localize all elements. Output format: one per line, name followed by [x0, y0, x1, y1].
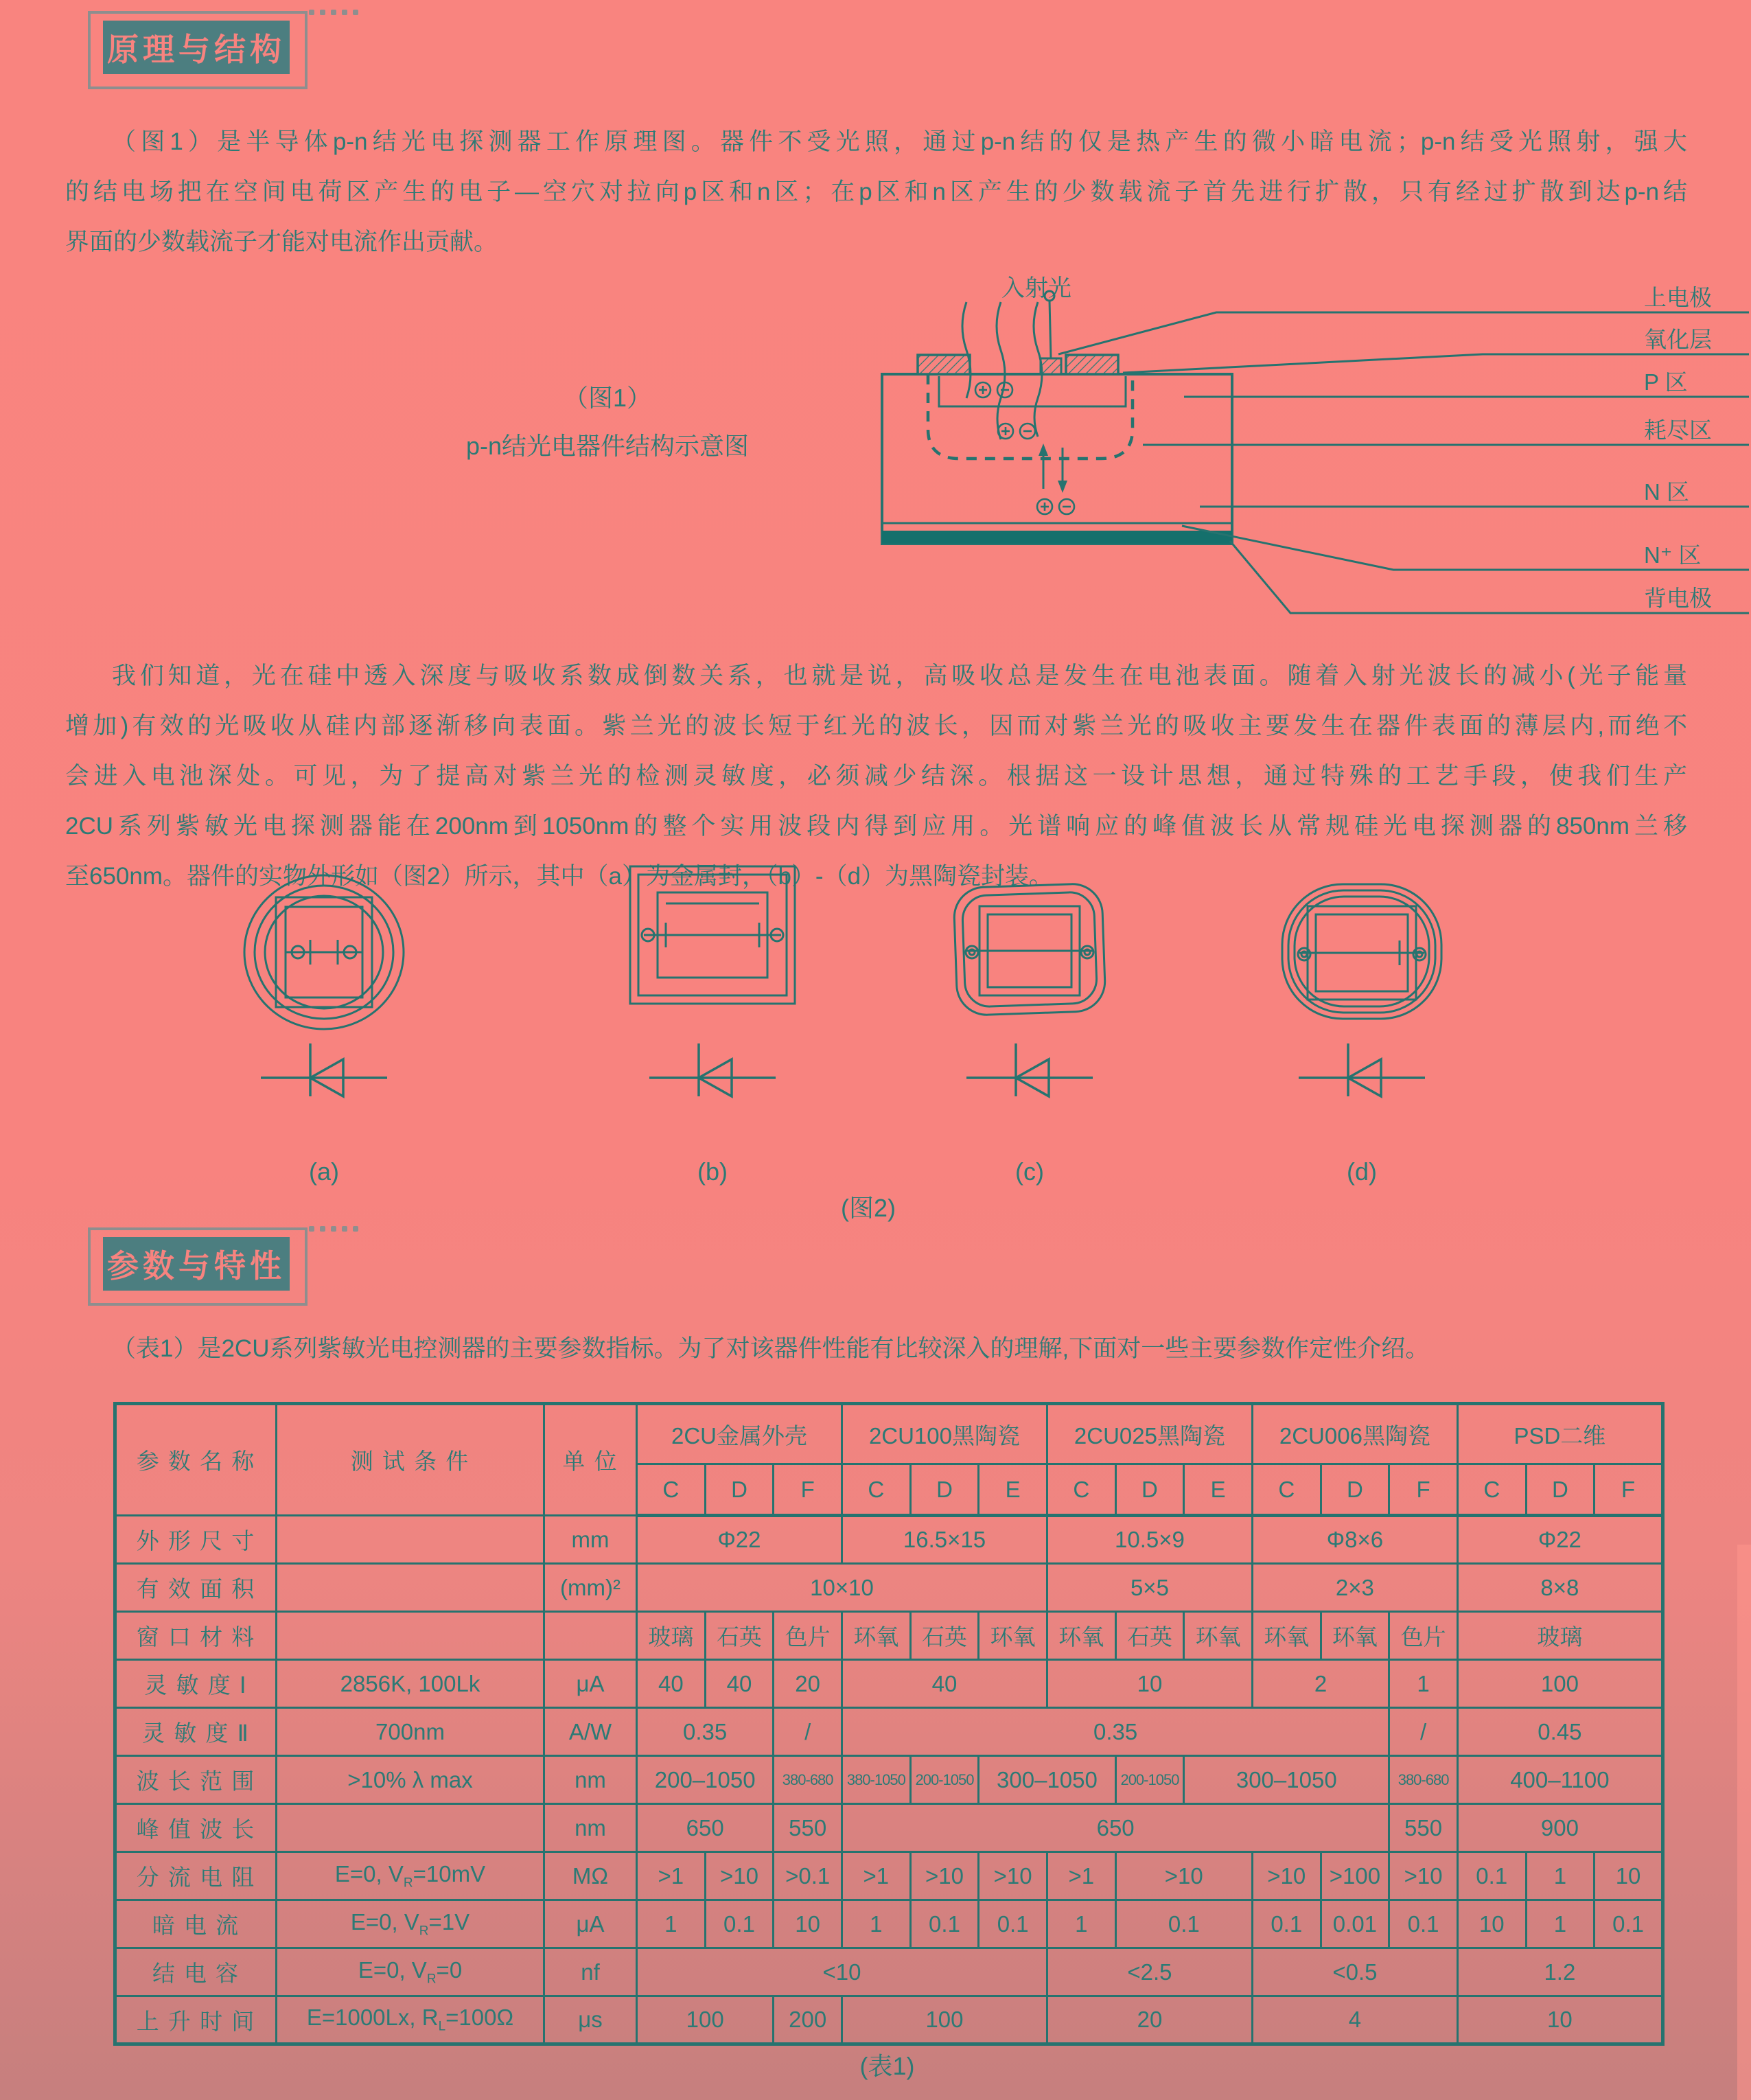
- row-unit: mm: [544, 1516, 637, 1564]
- row-unit: μs: [544, 1996, 637, 2044]
- row-condition: E=0, $V_R=0$: [277, 1948, 544, 1996]
- row-condition: 700nm: [277, 1708, 544, 1756]
- value-cell: 0.35: [842, 1708, 1389, 1756]
- value-cell: 环氧: [1321, 1612, 1389, 1660]
- device-body-outline: [882, 374, 1232, 544]
- value-cell: 环氧: [1252, 1612, 1321, 1660]
- value-cell: >1: [637, 1852, 706, 1900]
- value-cell: 0.45: [1457, 1708, 1662, 1756]
- value-cell: 0.35: [637, 1708, 774, 1756]
- row-label: 窗 口 材 料: [115, 1612, 277, 1660]
- value-cell: 100: [1457, 1660, 1662, 1708]
- paragraph-line: （表1）是2CU系列紫敏光电控测器的主要参数指标。为了对该器件性能有比较深入的理解,下面对一些主要参数作定性介绍。: [112, 1335, 1430, 1362]
- row-condition: E=0, $V_R=1V$: [277, 1900, 544, 1948]
- value-cell: 2: [1252, 1660, 1389, 1708]
- row-unit: nf: [544, 1948, 637, 1996]
- row-label: 暗 电 流: [115, 1900, 277, 1948]
- package-label-c: (c): [1015, 1157, 1044, 1186]
- col-header-sub: D: [1115, 1464, 1184, 1516]
- row-label: 灵 敏 度 Ⅱ: [115, 1708, 277, 1756]
- back-electrode-bar: [882, 531, 1232, 544]
- value-cell: 1: [637, 1900, 706, 1948]
- section-title: 原理与结构: [103, 21, 290, 74]
- value-cell: <0.5: [1252, 1948, 1457, 1996]
- row-condition: [277, 1612, 544, 1660]
- top-electrode-right-shape: [1066, 355, 1118, 374]
- value-cell: /: [774, 1708, 842, 1756]
- package-d-drawing: [1282, 884, 1441, 1019]
- value-cell: 0.1: [910, 1900, 979, 1948]
- col-header-sub: C: [637, 1464, 706, 1516]
- package-label-d: (d): [1347, 1157, 1377, 1186]
- value-cell: 400–1100: [1457, 1756, 1662, 1804]
- diode-symbol: [649, 1043, 776, 1096]
- table-row: [115, 1516, 1663, 1564]
- value-cell: 300–1050: [1184, 1756, 1389, 1804]
- value-cell: 玻璃: [1457, 1612, 1662, 1660]
- value-cell: 玻璃: [637, 1612, 706, 1660]
- col-header-group: 2CU025黑陶瓷: [1047, 1404, 1252, 1464]
- paragraph-line: （图1）是半导体p-n结光电探测器工作原理图。器件不受光照，通过p-n结的仅是热产生的微小暗电流；p-n结受光照射，强大: [112, 128, 1687, 155]
- carrier-arrows: [1039, 443, 1067, 493]
- value-cell: 380-1050: [842, 1756, 911, 1804]
- value-cell: 1: [1526, 1900, 1595, 1948]
- value-cell: 5×5: [1047, 1564, 1252, 1612]
- value-cell: >1: [842, 1852, 911, 1900]
- table1-caption: (表1): [859, 2052, 915, 2080]
- value-cell: 1: [1389, 1660, 1458, 1708]
- figure1-label: P 区: [1644, 369, 1688, 395]
- value-cell: >10: [1389, 1852, 1458, 1900]
- p-region-boundary: [939, 376, 1126, 406]
- incident-light-rays: [962, 302, 1042, 439]
- figure1-label: 氧化层: [1644, 327, 1712, 352]
- value-cell: 环氧: [979, 1612, 1047, 1660]
- value-cell: 石英: [705, 1612, 774, 1660]
- col-header-param-name: 参 数 名 称: [115, 1404, 277, 1516]
- row-label: 分 流 电 阻: [115, 1852, 277, 1900]
- row-unit: nm: [544, 1756, 637, 1804]
- top-electrode-left-shape: [918, 355, 970, 374]
- row-unit: A/W: [544, 1708, 637, 1756]
- value-cell: 0.1: [979, 1900, 1047, 1948]
- value-cell: 0.1: [705, 1900, 774, 1948]
- value-cell: <2.5: [1047, 1948, 1252, 1996]
- figure1-label: N⁺ 区: [1644, 542, 1702, 568]
- value-cell: 10: [1457, 1996, 1662, 2044]
- row-unit: (mm)²: [544, 1564, 637, 1612]
- paragraph-line: 我们知道，光在硅中透入深度与吸收系数成倒数关系，也就是说，高吸收总是发生在电池表面。随着入射光波长的减小(光子能量: [112, 662, 1687, 689]
- package-a-drawing: [244, 875, 404, 1029]
- paragraph-line: 2CU系列紫敏光电探测器能在200nm到1050nm的整个实用波段内得到应用。光谱响应的峰值波长从常规硅光电探测器的850nm兰移: [65, 813, 1687, 840]
- value-cell: /: [1389, 1708, 1458, 1756]
- paragraph-line: 至650nm。器件的实物外形如（图2）所示，其中（a）为金属封，（b）-（d）为黑陶瓷封装。: [65, 863, 1054, 890]
- row-condition: E=0, $V_R=10mV$: [277, 1852, 544, 1900]
- value-cell: 20: [1047, 1996, 1252, 2044]
- value-cell: >0.1: [774, 1852, 842, 1900]
- value-cell: 色片: [1389, 1612, 1458, 1660]
- diode-symbol: [1299, 1043, 1425, 1096]
- value-cell: 1: [1526, 1852, 1595, 1900]
- value-cell: Φ22: [1457, 1516, 1662, 1564]
- value-cell: 650: [637, 1804, 774, 1852]
- col-header-unit: 单 位: [544, 1404, 637, 1516]
- value-cell: >100: [1321, 1852, 1389, 1900]
- figure1-label: 上电极: [1644, 285, 1712, 310]
- incident-light-label: 入射光: [1001, 275, 1071, 301]
- value-cell: 200-1050: [910, 1756, 979, 1804]
- col-header-test-condition: 测 试 条 件: [277, 1404, 544, 1516]
- page-edge-highlight: [1737, 1545, 1751, 2100]
- row-unit: μA: [544, 1900, 637, 1948]
- table-row: [115, 1900, 1663, 1948]
- value-cell: 380-680: [1389, 1756, 1458, 1804]
- package-label-b: (b): [697, 1157, 728, 1186]
- value-cell: 1: [842, 1900, 911, 1948]
- value-cell: 100: [842, 1996, 1047, 2044]
- figure2-caption: (图2): [841, 1194, 896, 1222]
- value-cell: 40: [842, 1660, 1047, 1708]
- value-cell: 0.1: [1595, 1900, 1663, 1948]
- value-cell: 380-680: [774, 1756, 842, 1804]
- table-row: [115, 1948, 1663, 1996]
- value-cell: 2×3: [1252, 1564, 1457, 1612]
- section-title: 参数与特性: [103, 1237, 290, 1291]
- value-cell: >1: [1047, 1852, 1115, 1900]
- row-label: 有 效 面 积: [115, 1564, 277, 1612]
- row-label: 外 形 尺 寸: [115, 1516, 277, 1564]
- value-cell: 20: [774, 1660, 842, 1708]
- paragraph-line: 会进入电池深处。可见，为了提高对紫兰光的检测灵敏度，必须减少结深。根据这一设计思想，通过特殊的工艺手段，使我们生产: [65, 763, 1687, 789]
- row-unit: μA: [544, 1660, 637, 1708]
- row-unit: [544, 1612, 637, 1660]
- electron-hole-pairs: [975, 382, 1074, 514]
- value-cell: 10×10: [637, 1564, 1047, 1612]
- row-label: 上 升 时 间: [115, 1996, 277, 2044]
- diode-symbol: [966, 1043, 1093, 1096]
- row-condition: >10% λ max: [277, 1756, 544, 1804]
- value-cell: 环氧: [1047, 1612, 1115, 1660]
- paragraph-line: 界面的少数载流子才能对电流作出贡献。: [65, 229, 498, 255]
- row-unit: nm: [544, 1804, 637, 1852]
- paragraph-line: 的结电场把在空间电荷区产生的电子—空穴对拉向p区和n区；在p区和n区产生的少数载流子首先进行扩散，只有经过扩散到达p-n结: [65, 178, 1687, 205]
- parameters-table: [113, 1402, 1665, 2046]
- table-row: [115, 1756, 1663, 1804]
- value-cell: 40: [705, 1660, 774, 1708]
- value-cell: 10: [774, 1900, 842, 1948]
- col-header-sub: C: [842, 1464, 911, 1516]
- value-cell: 1.2: [1457, 1948, 1662, 1996]
- value-cell: 16.5×15: [842, 1516, 1047, 1564]
- value-cell: >10: [1252, 1852, 1321, 1900]
- value-cell: 100: [637, 1996, 774, 2044]
- dots-icon: [309, 1226, 358, 1232]
- row-label: 结 电 容: [115, 1948, 277, 1996]
- section-header-parameters: [103, 1237, 290, 1291]
- figure1-label: N 区: [1644, 479, 1689, 505]
- figure1-label: 耗尽区: [1644, 417, 1712, 443]
- value-cell: 环氧: [842, 1612, 911, 1660]
- value-cell: 1: [1047, 1900, 1115, 1948]
- value-cell: 4: [1252, 1996, 1457, 2044]
- figure1-caption-text: p-n结光电器件结构示意图: [465, 432, 750, 460]
- col-header-group: 2CU006黑陶瓷: [1252, 1404, 1457, 1464]
- value-cell: 环氧: [1184, 1612, 1253, 1660]
- table-row: [115, 1564, 1663, 1612]
- section-header-principle: [103, 21, 290, 74]
- value-cell: 650: [842, 1804, 1389, 1852]
- figure1-caption-number: （图1）: [563, 384, 652, 412]
- value-cell: 0.1: [1252, 1900, 1321, 1948]
- value-cell: >10: [979, 1852, 1047, 1900]
- table-row: [115, 1804, 1663, 1852]
- value-cell: 900: [1457, 1804, 1662, 1852]
- value-cell: >10: [910, 1852, 979, 1900]
- pn-junction-diagram: [426, 261, 1751, 632]
- row-unit: MΩ: [544, 1852, 637, 1900]
- lead-pin-wire: [1050, 301, 1051, 358]
- value-cell: 0.01: [1321, 1900, 1389, 1948]
- col-header-group: 2CU金属外壳: [637, 1404, 842, 1464]
- value-cell: 10.5×9: [1047, 1516, 1252, 1564]
- col-header-sub: D: [705, 1464, 774, 1516]
- table-row: [115, 1852, 1663, 1900]
- figure1-label: 背电极: [1644, 586, 1712, 611]
- value-cell: 550: [774, 1804, 842, 1852]
- package-b-drawing: [630, 866, 795, 1004]
- table-row: [115, 1996, 1663, 2044]
- value-cell: Φ22: [637, 1516, 842, 1564]
- value-cell: 0.1: [1115, 1900, 1252, 1948]
- value-cell: 石英: [1115, 1612, 1184, 1660]
- value-cell: 200–1050: [637, 1756, 774, 1804]
- value-cell: 色片: [774, 1612, 842, 1660]
- table-row: [115, 1708, 1663, 1756]
- lead-pin-icon: [1045, 291, 1054, 301]
- value-cell: 10: [1457, 1900, 1526, 1948]
- col-header-sub: E: [1184, 1464, 1253, 1516]
- package-outlines-figure: [0, 858, 1751, 1146]
- value-cell: 8×8: [1457, 1564, 1662, 1612]
- principle-paragraph: [65, 117, 1687, 267]
- col-header-sub: D: [1526, 1464, 1595, 1516]
- value-cell: 0.1: [1389, 1900, 1458, 1948]
- oxide-contact-shape: [1041, 358, 1061, 374]
- diode-symbol: [261, 1043, 387, 1096]
- value-cell: 石英: [910, 1612, 979, 1660]
- col-header-sub: F: [1595, 1464, 1663, 1516]
- paragraph-line: 增加)有效的光吸收从硅内部逐渐移向表面。紫兰光的波长短于红光的波长，因而对紫兰光的吸收主要发生在器件表面的薄层内,而绝不: [65, 713, 1687, 739]
- row-condition: 2856K, 100Lk: [277, 1660, 544, 1708]
- col-header-sub: D: [910, 1464, 979, 1516]
- value-cell: 300–1050: [979, 1756, 1115, 1804]
- value-cell: 40: [637, 1660, 706, 1708]
- row-label: 峰 值 波 长: [115, 1804, 277, 1852]
- value-cell: 550: [1389, 1804, 1458, 1852]
- col-header-sub: C: [1457, 1464, 1526, 1516]
- col-header-sub: F: [1389, 1464, 1458, 1516]
- col-header-sub: E: [979, 1464, 1047, 1516]
- value-cell: 200-1050: [1115, 1756, 1184, 1804]
- col-header-sub: F: [774, 1464, 842, 1516]
- table-intro-paragraph: [65, 1324, 1687, 1374]
- col-header-group: PSD二维: [1457, 1404, 1662, 1464]
- value-cell: 10: [1595, 1852, 1663, 1900]
- value-cell: <10: [637, 1948, 1047, 1996]
- value-cell: >10: [705, 1852, 774, 1900]
- label-leader-lines: [1058, 312, 1749, 613]
- table-row: [115, 1612, 1663, 1660]
- parameters-table-wrap: [113, 1402, 1665, 2046]
- package-c-drawing: [953, 883, 1106, 1015]
- col-header-group: 2CU100黑陶瓷: [842, 1404, 1047, 1464]
- col-header-sub: C: [1047, 1464, 1115, 1516]
- row-condition: [277, 1564, 544, 1612]
- depletion-region-dashed: [928, 374, 1133, 459]
- dots-icon: [309, 10, 358, 15]
- col-header-sub: D: [1321, 1464, 1389, 1516]
- row-label: 波 长 范 围: [115, 1756, 277, 1804]
- value-cell: 10: [1047, 1660, 1252, 1708]
- row-condition: E=1000Lx, $R_L=100\Omega$: [277, 1996, 544, 2044]
- value-cell: 200: [774, 1996, 842, 2044]
- table-row: [115, 1660, 1663, 1708]
- value-cell: >10: [1115, 1852, 1252, 1900]
- row-label: 灵 敏 度 Ⅰ: [115, 1660, 277, 1708]
- package-label-a: (a): [309, 1157, 339, 1186]
- value-cell: Φ8×6: [1252, 1516, 1457, 1564]
- value-cell: 0.1: [1457, 1852, 1526, 1900]
- row-condition: [277, 1516, 544, 1564]
- col-header-sub: C: [1252, 1464, 1321, 1516]
- row-condition: [277, 1804, 544, 1852]
